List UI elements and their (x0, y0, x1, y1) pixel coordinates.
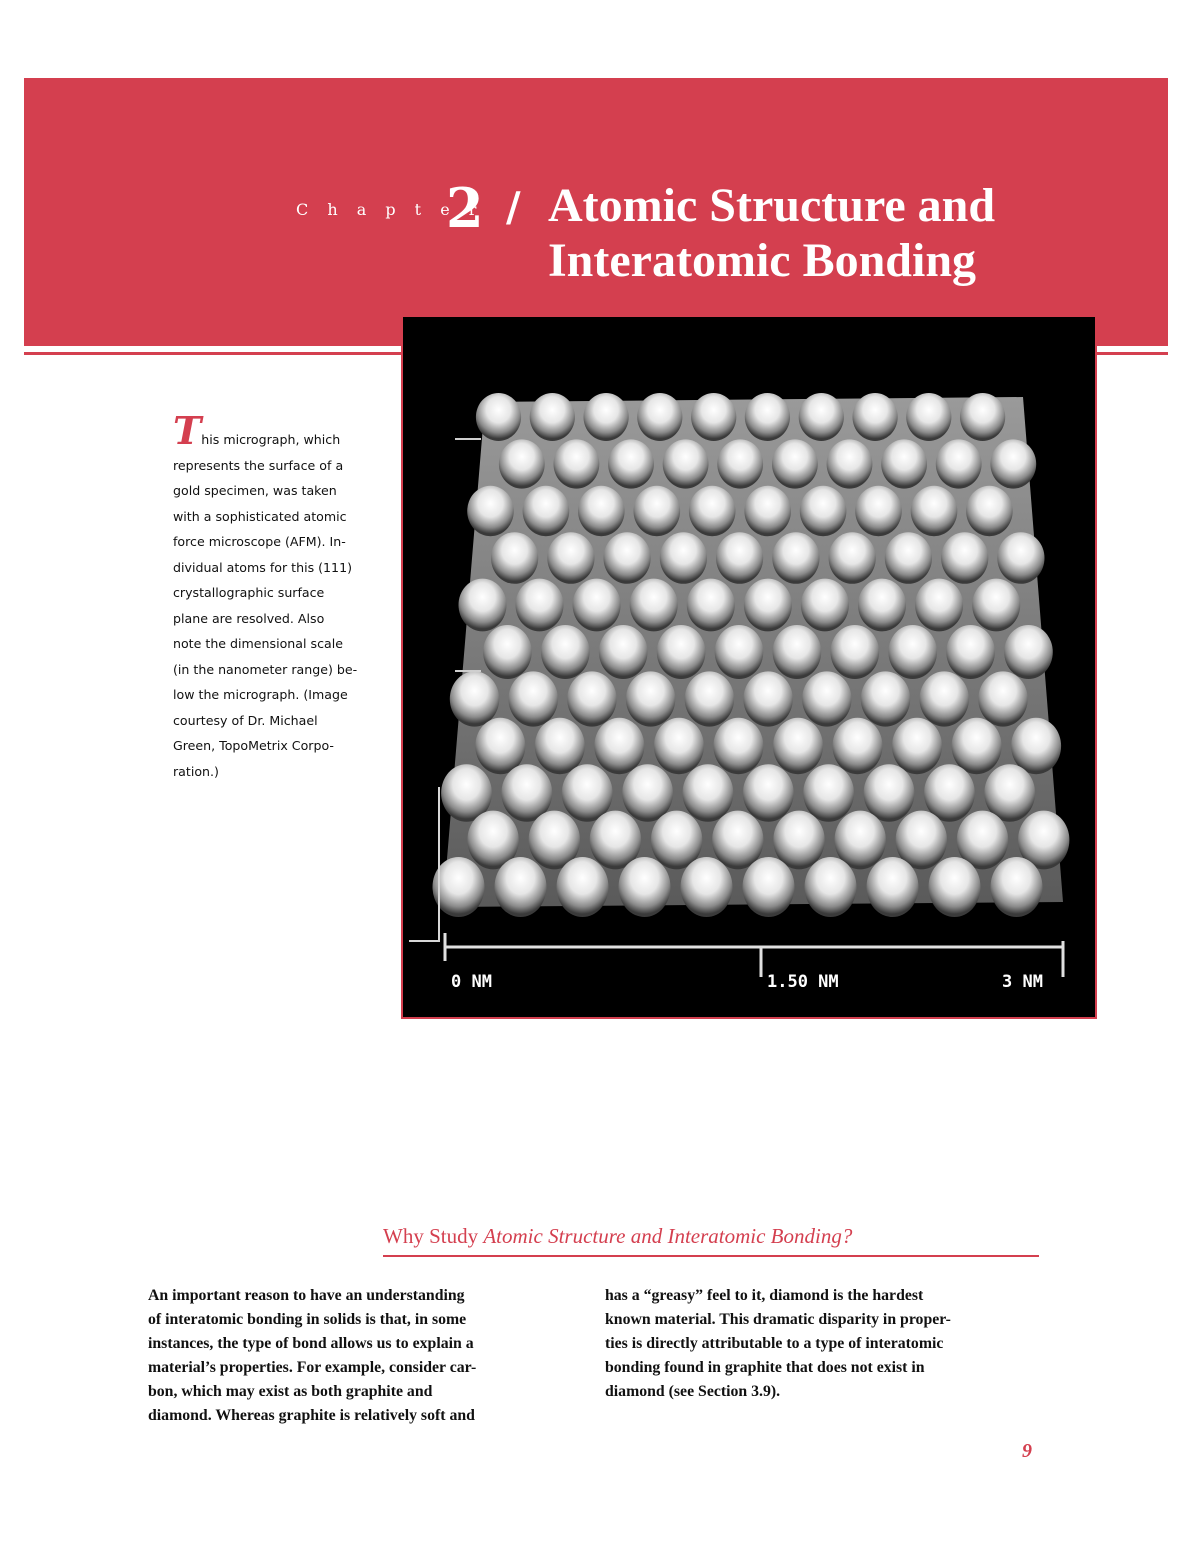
atom-peak (1011, 718, 1061, 774)
atom-peak (772, 439, 818, 488)
atom-peak (867, 857, 919, 917)
atom-peak (829, 532, 876, 584)
atom-peak (885, 532, 932, 584)
section-heading-plain: Why Study (383, 1224, 484, 1248)
figure-caption (173, 408, 388, 784)
atom-peak (990, 439, 1036, 488)
atom-peak (523, 486, 570, 536)
caption-line: Green, TopoMetrix Corpo- (173, 738, 334, 753)
scale-axis-left (409, 787, 439, 941)
body-line: An important reason to have an understanding (148, 1287, 465, 1304)
atom-peak (946, 625, 995, 679)
atom-peak (450, 671, 499, 726)
atom-peak (567, 671, 616, 726)
scale-label-middle: 1.50 NM (767, 972, 839, 992)
body-line: material’s properties. For example, consider car- (148, 1359, 477, 1376)
body-line: diamond (see Section 3.9). (605, 1383, 781, 1400)
atom-peak (509, 671, 558, 726)
atom-peak (476, 393, 521, 441)
atom-peak (743, 857, 795, 917)
atom-peak (573, 579, 621, 632)
atom-peak (547, 532, 594, 584)
atom-peak (557, 857, 609, 917)
atom-peak (972, 579, 1020, 632)
caption-line: plane are resolved. Also (173, 610, 325, 626)
atom-peak (941, 532, 988, 584)
atom-peak (475, 718, 525, 774)
atom-peak (745, 393, 790, 441)
atom-peak (712, 811, 763, 870)
atom-peak (626, 671, 675, 726)
section-heading-rule (383, 1255, 1039, 1257)
atom-peak (960, 393, 1005, 441)
caption-line: dividual atoms for this (111) (173, 559, 352, 575)
atom-peak (689, 486, 736, 536)
body-line: of interatomic bonding in solids is that, in some (148, 1311, 467, 1328)
atom-peak (483, 625, 532, 679)
atom-peak (491, 532, 538, 584)
caption-line: This micrograph, which (173, 408, 341, 453)
atom-peak (467, 486, 514, 536)
atom-peak (663, 439, 709, 488)
body-line: bonding found in graphite that does not exist in (605, 1359, 925, 1376)
atom-peak (744, 486, 791, 536)
atom-peak (657, 625, 706, 679)
atom-peak (920, 671, 969, 726)
body-line: has a “greasy” feel to it, diamond is the hardest (605, 1287, 924, 1304)
atom-peak (997, 532, 1044, 584)
atom-peak (715, 625, 764, 679)
atom-peak (599, 625, 648, 679)
caption-line: ration.) (173, 763, 219, 779)
atom-peak (861, 671, 910, 726)
atom-peak (637, 393, 682, 441)
atom-peak (535, 718, 585, 774)
atom-peak (831, 625, 880, 679)
atom-peak (499, 439, 545, 488)
scale-label-start: 0 NM (451, 972, 492, 992)
caption-line: gold specimen, was taken (173, 483, 337, 498)
atom-peak (681, 857, 733, 917)
atom-peak (864, 764, 915, 822)
atom-peak (634, 486, 681, 536)
atom-peak (685, 671, 734, 726)
atom-peak (991, 857, 1043, 917)
body-line: instances, the type of bond allows us to explain a (148, 1335, 474, 1352)
atom-peak (516, 579, 564, 632)
section-heading-italic: Atomic Structure and Interatomic Bonding? (483, 1224, 853, 1248)
body-column-left (148, 1284, 568, 1428)
atom-peak (966, 486, 1013, 536)
caption-line: low the micrograph. (Image (173, 687, 348, 702)
chapter-label: C h a p t e r (296, 200, 484, 219)
chapter-number: 2 (446, 176, 484, 240)
atom-peak (713, 718, 763, 774)
atom-peak (683, 764, 734, 822)
body-line: diamond. Whereas graphite is relatively soft and (148, 1407, 475, 1424)
atom-peak (833, 718, 883, 774)
chapter-title (548, 178, 1108, 288)
atom-peak (929, 857, 981, 917)
atom-peak (805, 857, 857, 917)
atom-peak (773, 811, 824, 870)
atom-peak (743, 764, 794, 822)
atom-peak (772, 532, 819, 584)
atom-peak (584, 393, 629, 441)
atom-peak (773, 625, 822, 679)
caption-line: with a sophisticated atomic (173, 508, 347, 524)
atom-peak (578, 486, 625, 536)
afm-micrograph-figure (401, 315, 1097, 1019)
atom-peak (936, 439, 982, 488)
atom-peak (743, 671, 792, 726)
caption-line: force microscope (AFM). In- (173, 534, 346, 549)
atom-peak (892, 718, 942, 774)
atom-peak (802, 671, 851, 726)
atom-peak (687, 579, 735, 632)
atom-peak (654, 718, 704, 774)
atom-peak (978, 671, 1027, 726)
atom-peak (855, 486, 902, 536)
atom-peak (773, 718, 823, 774)
atom-peak (801, 579, 849, 632)
caption-line: crystallographic surface (173, 585, 325, 600)
atom-peak (630, 579, 678, 632)
atom-peak (433, 857, 485, 917)
caption-line: note the dimensional scale (173, 636, 343, 651)
atom-peak (495, 857, 547, 917)
chapter-title-line2: Interatomic Bonding (548, 234, 977, 287)
body-line: known material. This dramatic disparity in proper- (605, 1311, 951, 1328)
atom-peak (530, 393, 575, 441)
body-line: ties is directly attributable to a type of interatomic (605, 1335, 944, 1352)
caption-line: represents the surface of a (173, 457, 344, 473)
atom-peak (716, 532, 763, 584)
atom-peak (622, 764, 673, 822)
caption-line: (in the nanometer range) be- (173, 661, 358, 677)
atom-peak (800, 486, 847, 536)
atom-peak (619, 857, 671, 917)
page-number: 9 (1022, 1440, 1032, 1462)
atom-peak (1004, 625, 1053, 679)
atom-peak (691, 393, 736, 441)
atom-peak (827, 439, 873, 488)
atom-peak (604, 532, 651, 584)
scale-label-end: 3 NM (1002, 972, 1043, 992)
atom-peak (858, 579, 906, 632)
atom-peak (888, 625, 937, 679)
atom-peak (608, 439, 654, 488)
atom-peak (915, 579, 963, 632)
chapter-title-line1: Atomic Structure and (548, 179, 996, 232)
atom-peak (952, 718, 1002, 774)
atom-peak (803, 764, 854, 822)
chapter-separator: / (506, 184, 521, 231)
atom-peak (554, 439, 600, 488)
atom-peak (906, 393, 951, 441)
body-column-right (605, 1284, 1035, 1404)
atom-peak (744, 579, 792, 632)
caption-line: courtesy of Dr. Michael (173, 712, 318, 728)
afm-surface-image (403, 317, 1095, 1017)
section-heading (383, 1224, 1039, 1249)
atom-peak (660, 532, 707, 584)
atom-peak (459, 579, 507, 632)
body-line: bon, which may exist as both graphite and (148, 1383, 433, 1400)
atom-peak (541, 625, 590, 679)
atom-peak (853, 393, 898, 441)
atom-peak (911, 486, 958, 536)
atom-peak (799, 393, 844, 441)
caption-dropcap: T (173, 408, 202, 453)
atom-peak (594, 718, 644, 774)
atom-peak (717, 439, 763, 488)
atom-peak (881, 439, 927, 488)
